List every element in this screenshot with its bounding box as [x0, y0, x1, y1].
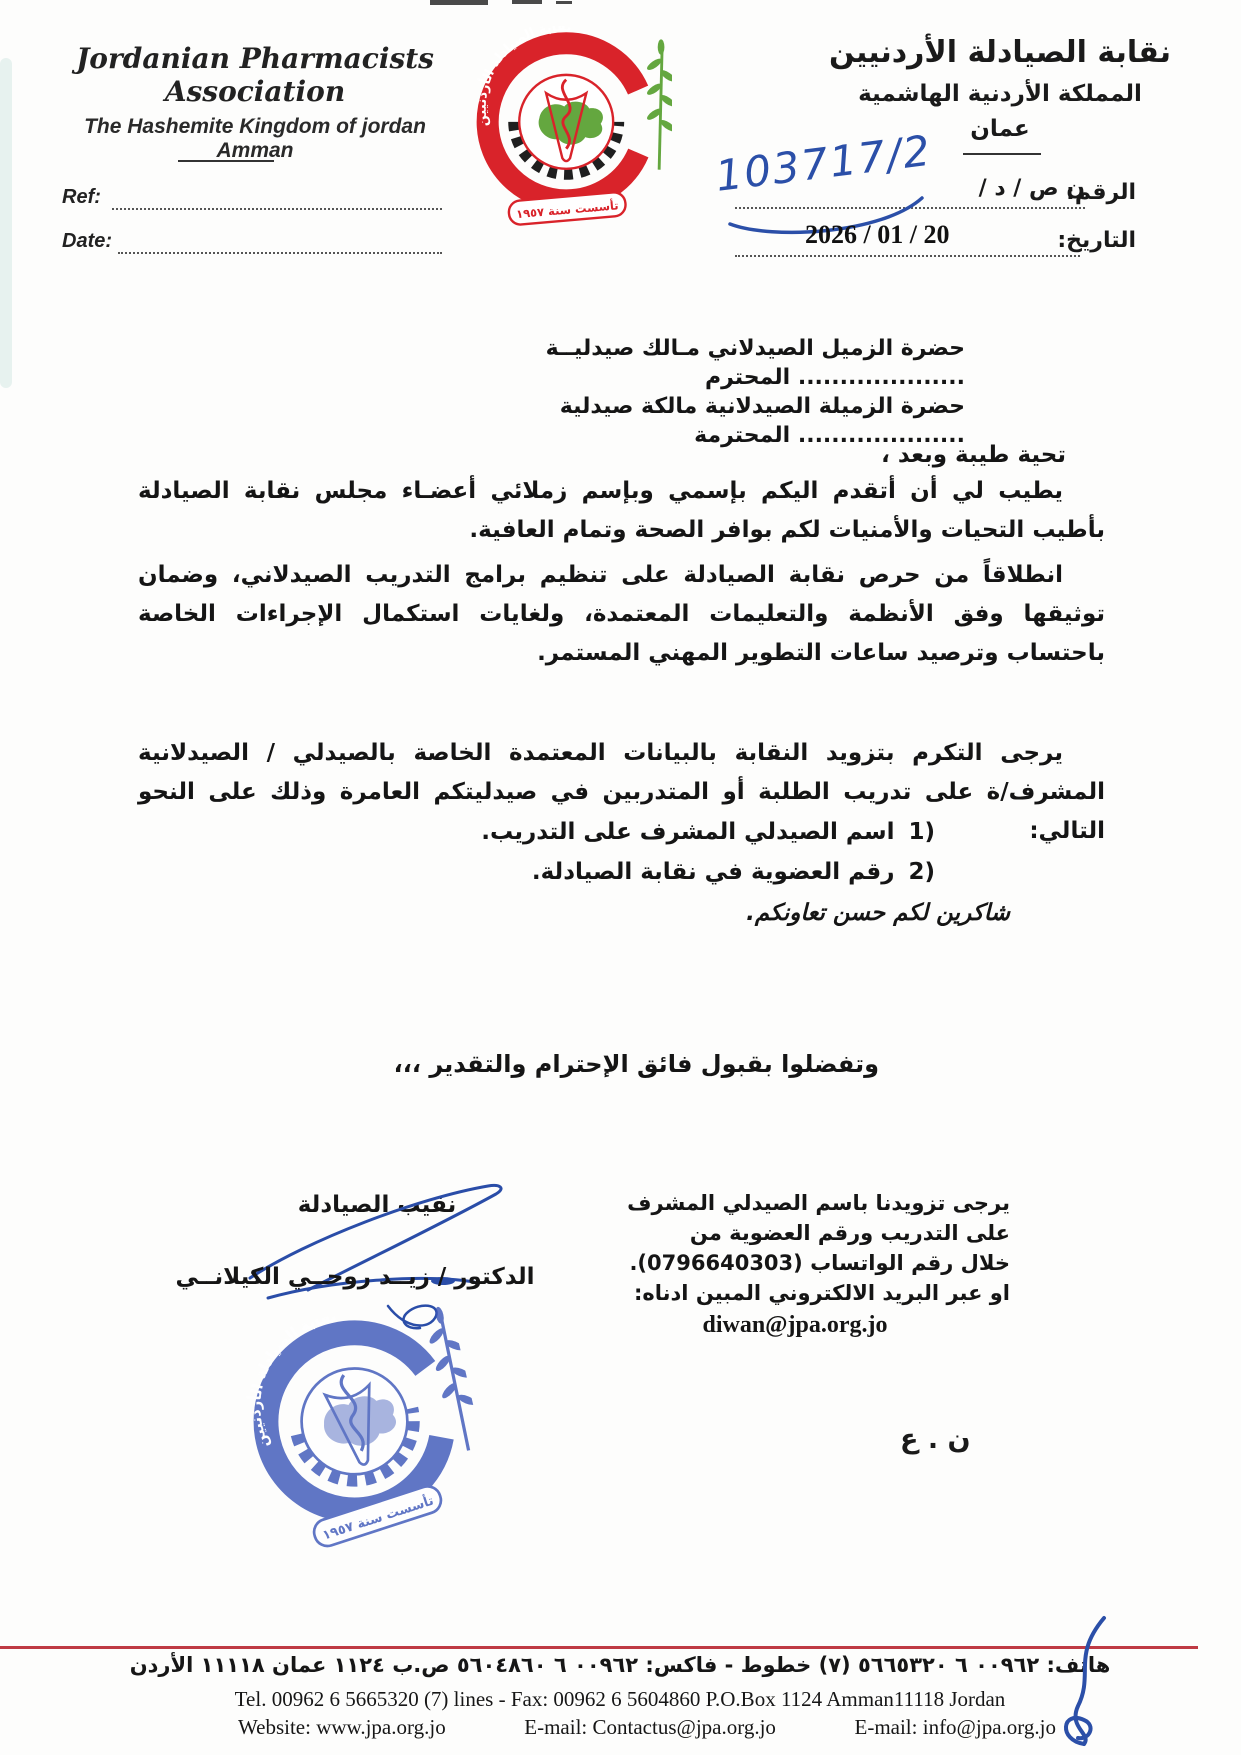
scan-artifact — [430, 0, 488, 5]
jpa-logo-emblem — [470, 26, 672, 232]
kingdom-ar: المملكة الأردنية الهاشمية — [858, 81, 1142, 107]
date-label-ar: التاريخ: — [1057, 228, 1136, 253]
list-item-number: 1) — [908, 819, 935, 845]
contact-email: diwan@jpa.org.jo — [702, 1312, 888, 1338]
list-item-text: رقم العضوية في نقابة الصيادلة. — [531, 859, 895, 885]
paragraph-1: يطيب لي أن أتقدم اليكم بإسمي وبإسم زملائي أعضـاء مجلس نقابة الصيادلة بأطيب التحيات والأمنيات لكم بوافر الصحة وتمام العافية. — [138, 478, 1105, 543]
stamp-arc-text: نقابة الصيادلة الأردنيين — [247, 1307, 338, 1451]
list-item — [481, 852, 935, 892]
logo-wheat — [645, 39, 672, 169]
list-item — [481, 812, 935, 852]
contact-note-line2: خلال رقم الواتساب (0796640303). — [629, 1251, 1010, 1275]
kingdom-en: The Hashemite Kingdom of jordan — [84, 115, 426, 138]
footer-website: Website: www.jpa.org.jo — [238, 1715, 446, 1739]
date-value: 2026 / 01 / 20 — [805, 220, 950, 249]
addressee-line-male: حضرة الزميل الصيدلاني مـالك صيدليــة .................... المحترم — [545, 336, 965, 390]
ref-dotted-line — [112, 208, 442, 210]
footer-contact-en: Tel. 00962 6 5665320 (7) lines - Fax: 00962 6 5604860 P.O.Box 1124 Amman11118 Jordan — [234, 1687, 1006, 1711]
numbered-list — [481, 812, 935, 892]
stamp-ribbon — [311, 1483, 445, 1549]
ref-label-en: Ref: — [62, 186, 101, 208]
letterhead-arabic — [790, 34, 1210, 144]
scan-artifact — [556, 1, 572, 4]
contact-note-line3: او عبر البريد الالكتروني المبين ادناه: — [633, 1281, 1010, 1305]
footer-divider — [0, 1646, 1198, 1649]
footer-email-contactus: E-mail: Contactus@jpa.org.jo — [524, 1715, 776, 1739]
footer-links — [238, 1715, 1056, 1740]
stamp-banner-text: تأسست سنة ١٩٥٧ — [320, 1493, 436, 1544]
footer-contact-ar: هاتف: ٠٠٩٦٢ ٦ ٥٦٦٥٣٢٠ (٧) خطوط - فاكس: ٠٠٩٦٢ ٦ ٥٦٠٤٨٦٠ ص.ب ١١٢٤ عمان ١١١١٨ الأردن — [129, 1653, 1111, 1677]
greeting: تحية طيبة وبعد ، — [881, 442, 1066, 468]
date-dotted-line — [118, 252, 442, 254]
city-en: Amman — [216, 139, 294, 162]
pen-mark — [1038, 1612, 1133, 1752]
org-name-en-line1: Jordanian Pharmacists — [76, 42, 434, 75]
date-label-en: Date: — [62, 230, 113, 252]
scan-artifact — [0, 58, 12, 388]
ref-number-handwritten: 103717/2 — [712, 125, 935, 201]
footer-email-info: E-mail: info@jpa.org.jo — [854, 1715, 1056, 1739]
list-item-text: اسم الصيدلي المشرف على التدريب. — [481, 819, 895, 845]
ref-number-printed: ن ص / د / — [978, 176, 1085, 201]
contact-note — [580, 1188, 1010, 1340]
ref-label-ar: الرقم: — [1066, 180, 1136, 205]
thanks-line: شاكرين لكم حسن تعاونكم. — [746, 900, 1010, 926]
amman-underline — [178, 160, 274, 162]
scan-artifact — [512, 0, 542, 4]
city-ar: عمان — [970, 116, 1030, 142]
signature-name: الدكتور / زيــد روحــي الكيلانــي — [175, 1264, 535, 1290]
logo-arc-text: نقابة الصيادلة الأردنيين — [474, 26, 573, 128]
closing-line: وتفضلوا بقبول فائق الإحترام والتقدير ،،، — [393, 1050, 879, 1078]
jpa-logo — [470, 26, 672, 236]
org-name-ar: نقابة الصيادلة الأردنيين — [829, 35, 1171, 70]
date-dotted-line-ar — [735, 255, 1080, 257]
paragraph-2: انطلاقاً من حرص نقابة الصيادلة على تنظيم برامج التدريب الصيدلاني، وضمان توثيقها وفق الأنظمة والتعليمات المعتمدة، ولغايات استكمال الإجراءات الخاصة باحتساب وترصيد ساعات التطوير المهني المستمر. — [138, 562, 1105, 666]
initials-annotation: ن . ع — [900, 1424, 971, 1455]
org-name-en-line2: Association — [164, 75, 346, 108]
logo-banner-text: تأسست سنة ١٩٥٧ — [515, 198, 620, 222]
paragraph-3: يرجى التكرم بتزويد النقابة بالبيانات المعتمدة الخاصة بالصيدلي / الصيدلانية المشرف/ة على تدريب الطلبة أو المتدربين في صيدليتكم العامرة وذلك على النحو التالي: — [138, 740, 1105, 844]
amman-underline-ar — [963, 153, 1041, 155]
signature-title: نقيب الصيادلة — [297, 1192, 457, 1218]
list-item-number: 2) — [908, 859, 935, 885]
addressee-block — [415, 334, 965, 450]
letterhead-english — [55, 42, 455, 163]
addressee-line-female: حضرة الزميلة الصيدلانية مالكة صيدلية .................... المحترمة — [559, 394, 965, 448]
contact-note-line1: يرجى تزويدنا باسم الصيدلي المشرف على التدريب ورقم العضوية من — [627, 1191, 1010, 1245]
